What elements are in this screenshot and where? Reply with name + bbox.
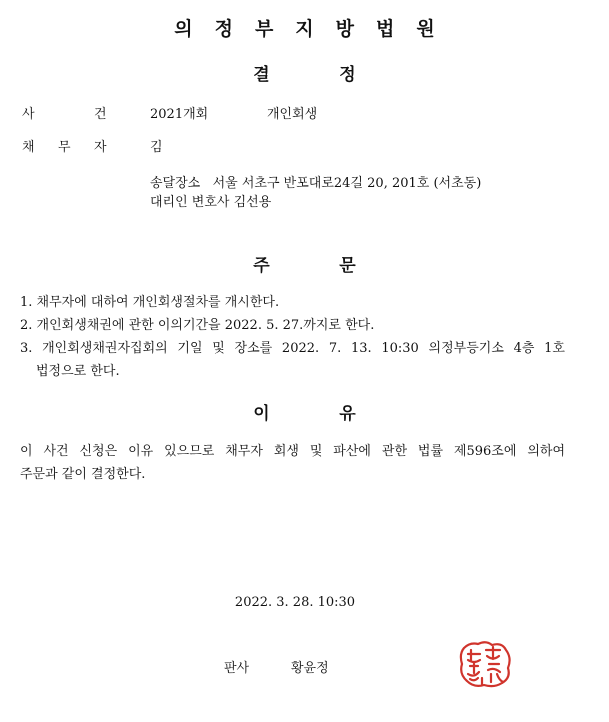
case-label: 사 건	[22, 107, 107, 122]
order-item-3-cont: 법정으로 한다.	[36, 364, 120, 379]
reason-line-2: 주문과 같이 결정한다.	[20, 467, 146, 482]
title-char-2: 정	[339, 65, 356, 85]
delivery-address: 송달장소 서울 서초구 반포대로24길 20, 201호 (서초동)	[150, 176, 482, 191]
title-char-1: 결	[253, 65, 270, 85]
court-name: 의정부지방법원	[174, 18, 457, 40]
reason-line-1: 이 사건 신청은 이유 있으므로 채무자 회생 및 파산에 관한 법률 제596조에 의하여	[20, 444, 565, 459]
order-item-3: 3. 개인회생채권자집회의 기일 및 장소를 2022. 7. 13. 10:30 의정부등기소 4층 1호	[20, 341, 565, 356]
order-item-2: 2. 개인회생채권에 관한 이의기간을 2022. 5. 27.까지로 한다.	[20, 318, 375, 333]
order-heading: 주 문	[253, 256, 356, 276]
delivery-agent: 대리인 변호사 김선용	[150, 195, 272, 210]
judge-seal-icon	[456, 636, 514, 690]
reason-heading: 이 유	[253, 404, 356, 424]
decision-date: 2022. 3. 28. 10:30	[234, 595, 356, 610]
case-number: 2021개회	[150, 107, 209, 122]
judge-name: 황윤정	[291, 661, 329, 676]
judge-title: 판사	[224, 661, 250, 676]
order-item-1: 1. 채무자에 대하여 개인회생절차를 개시한다.	[20, 295, 280, 310]
debtor-name: 김	[150, 140, 163, 155]
debtor-label: 채 무 자	[22, 140, 107, 155]
case-type: 개인회생	[267, 107, 318, 122]
document-title	[0, 60, 609, 85]
